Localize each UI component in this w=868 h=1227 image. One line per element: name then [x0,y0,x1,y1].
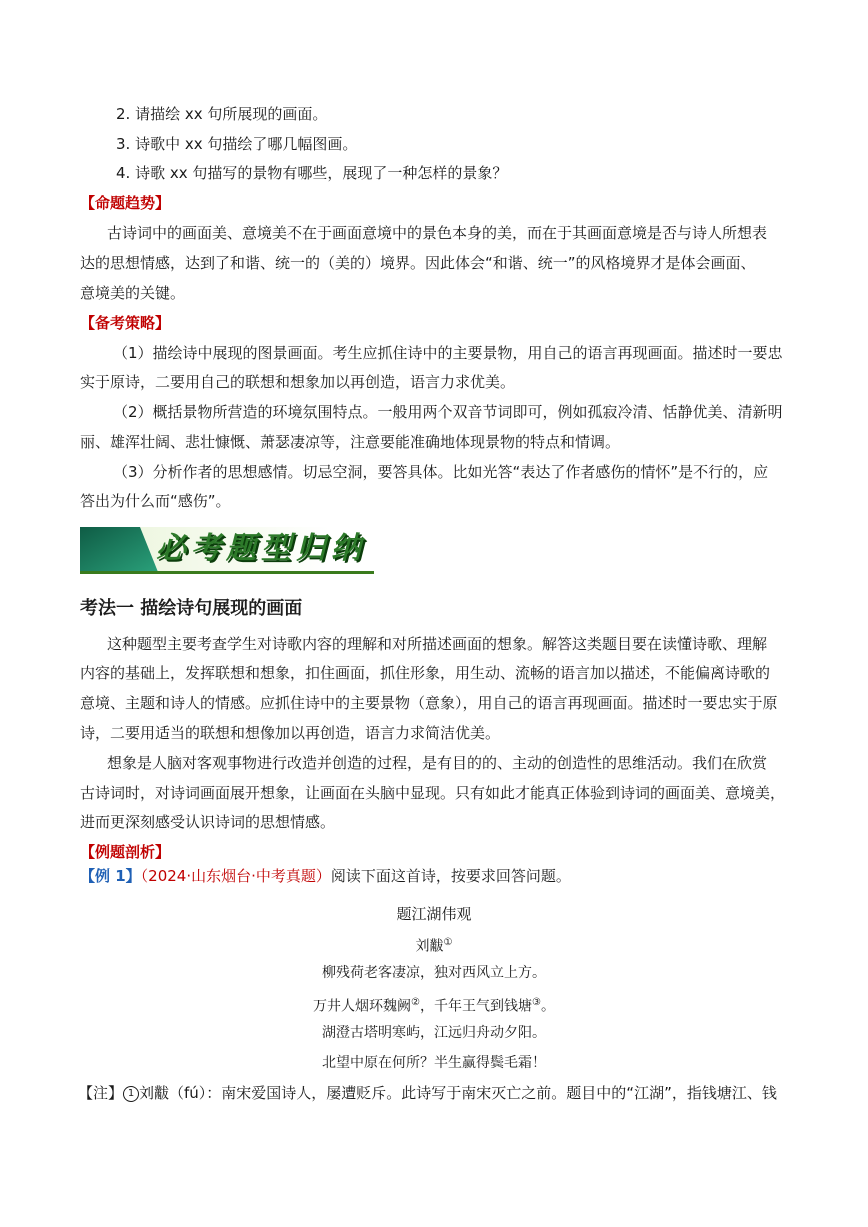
example-label: 【例 1】 [80,867,141,885]
example-tag: 【例题剖析】 [80,843,171,861]
note-number: 1 [123,1086,139,1102]
poem-line [0,993,868,1017]
footnote [78,1083,790,1103]
strategy-tag: 【备考策略】 [80,314,171,332]
method-heading: 考法一 描绘诗句展现的画面 [80,598,303,619]
strategy-line: 实于原诗，二要用自己的联想和想象加以再创造，语言力求优美。 [80,373,516,391]
banner-underline [80,571,374,574]
trend-tag: 【命题趋势】 [80,194,171,212]
note-label: 【注】 [78,1084,124,1102]
strategy-line: （3）分析作者的思想感情。切忌空洞，要答具体。比如光答“表达了作者感伤的情怀”是不行的，应 [113,463,769,481]
poem-line: 北望中原在何所？半生赢得鬓毛霜！ [322,1055,546,1071]
paragraph-line: 内容的基础上，发挥联想和想象，扣住画面，抓住形象，用生动、流畅的语言加以描述，不能偏离诗歌的 [80,664,771,682]
paragraph-line: 意境、主题和诗人的情感。应抓住诗中的主要景物（意象），用自己的语言再现画面。描述时一要忠实于原 [80,694,778,712]
question-4: 4. 诗歌 xx 句描写的景物有哪些，展现了一种怎样的景象？ [116,164,508,182]
poem-author-name: 刘黻 [415,938,444,955]
poem-line-part: 万井人烟环魏阙 [313,998,412,1015]
trend-line: 达的思想情感，达到了和谐、统一的（美的）境界。因此体会“和谐、统一”的风格境界才是体会画面、 [80,254,756,272]
paragraph-line: 想象是人脑对客观事物进行改造并创造的过程，是有目的的、主动的创造性的思维活动。我们在欣赏 [107,754,768,772]
paragraph-line: 这种题型主要考查学生对诗歌内容的理解和对所描述画面的想象。解答这类题目要在读懂诗歌、理解 [107,635,768,653]
question-3: 3. 诗歌中 xx 句描绘了哪几幅图画。 [116,135,358,153]
paragraph-line: 古诗词时，对诗词画面展开想象，让画面在头脑中显现。只有如此才能真正体验到诗词的画面美、意境美， [80,784,786,802]
footnote-marker: ② [411,997,420,1008]
strategy-line: 丽、雄浑壮阔、悲壮慷慨、萧瑟凄凉等，注意要能准确地体现景物的特点和情调。 [80,433,621,451]
question-2: 2. 请描绘 xx 句所展现的画面。 [116,105,328,123]
strategy-line: 答出为什么而“感伤”。 [80,492,231,510]
example-source: （2024·山东烟台·中考真题） [140,867,331,885]
trend-line: 古诗词中的画面美、意境美不在于画面意境中的景色本身的美，而在于其画面意境是否与诗人所想表 [107,224,768,242]
example-intro [80,866,792,886]
paragraph-line: 进而更深刻感受认识诗词的思想情感。 [80,813,336,831]
trend-line: 意境美的关键。 [80,284,186,302]
poem-line-part: 。 [540,998,555,1015]
strategy-line: （1）描绘诗中展现的图景画面。考生应抓住诗中的主要景物，用自己的语言再现画面。描述时一要忠 [113,344,783,362]
example-instruction: 阅读下面这首诗，按要求回答问题。 [330,867,571,885]
banner-title: 必考题型归纳 [156,531,366,566]
poem-line: 柳残荷老客凄凉，独对西风立上方。 [322,965,546,981]
note-text: 刘黻（fú）：南宋爱国诗人，屡遭贬斥。此诗写于南宋灭亡之前。题目中的“江湖”，指钱塘江、钱 [139,1084,777,1102]
poem-title: 题江湖伟观 [396,905,472,923]
strategy-line: （2）概括景物所营造的环境氛围特点。一般用两个双音节词即可，例如孤寂冷清、恬静优美、清新明 [113,403,783,421]
paragraph-line: 诗，二要用适当的联想和想像加以再创造，语言力求简洁优美。 [80,724,501,742]
poem-author [0,933,868,957]
footnote-marker: ③ [532,997,541,1008]
poem-line-part: ，千年王气到钱塘 [420,998,532,1015]
footnote-marker: ① [443,937,453,948]
poem-line: 湖澄古塔明寒屿，江远归舟动夕阳。 [322,1025,546,1041]
section-banner [80,527,374,577]
